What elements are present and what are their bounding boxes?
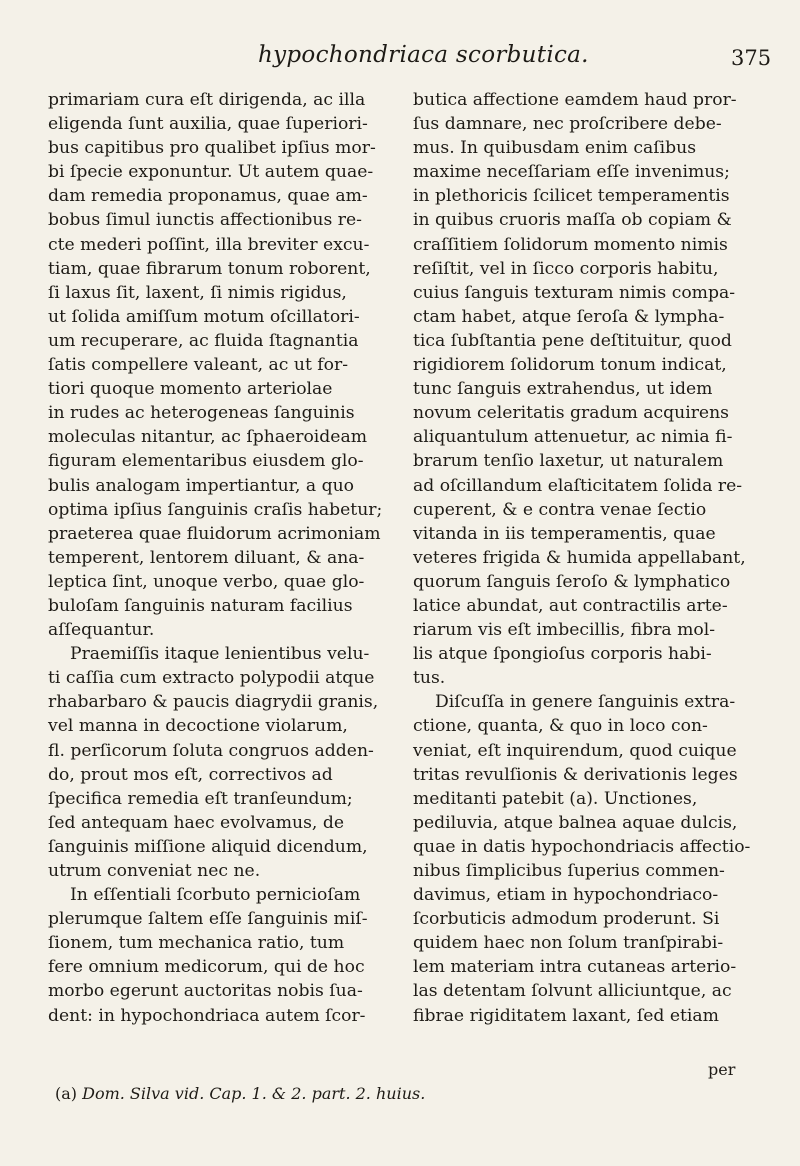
text-line: brarum tenſio laxetur, ut naturalem [413,451,724,472]
text-line: quorum ſanguis ſeroſo & lymphatico [413,571,731,592]
text-line: optima ipſius ſanguinis craſis habetur; [48,499,383,520]
text-line: moleculas nitantur, ac ſphaeroideam [48,427,368,448]
text-line: In eſſentiali ſcorbuto pernicioſam [70,885,361,906]
text-line: meditanti patebit (a). Unctiones, [413,788,698,809]
text-line: veteres frigida & humida appellabant, [413,547,746,568]
text-line: latice abundat, aut contractilis arte- [413,595,728,616]
text-line: dent: in hypochondriaca autem ſcor- [48,1005,366,1026]
text-line: las detentam ſolvunt alliciuntque, ac [413,981,732,1002]
text-line: davimus, etiam in hypochondriaco- [413,885,719,906]
text-line: morbo egerunt auctoritas nobis ſua- [48,981,363,1002]
text-line: figuram elementaribus eiusdem glo- [48,451,364,472]
text-line: lis atque ſpongioſus corporis habi- [413,644,712,665]
text-line: quidem haec non ſolum tranſpirabi- [413,933,724,954]
footnote-text: Dom. Silva vid. Cap. 1. & 2. part. 2. huius. [82,1084,426,1103]
text-line: leptica ſint, unoque verbo, quae glo- [48,571,365,592]
right-text-column [413,88,753,1028]
text-line: ad oſcillandum elaſticitatem ſolida re- [413,475,743,496]
text-line: do, prout mos eſt, correctivos ad [48,764,333,785]
text-line: butica affectione eamdem haud pror- [413,90,737,110]
text-line: lem materiam intra cutaneas arterio- [413,957,737,978]
text-line: praeterea quae fluidorum acrimoniam [48,523,381,544]
text-line: ſed antequam haec evolvamus, de [48,812,345,833]
text-line: plerumque ſaltem eſſe ſanguinis miſ- [48,909,368,930]
text-line: ſionem, tum mechanica ratio, tum [48,933,345,954]
text-line: vel manna in decoctione violarum, [48,716,348,737]
text-line: in plethoricis ſcilicet temperamentis [413,186,730,207]
page-number: 375 [731,46,772,70]
text-line: fl. perſicorum ſoluta congruos adden- [48,740,374,761]
text-line: eligenda ſunt auxilia, quae ſuperiori- [48,114,368,135]
text-line: bus capitibus pro qualibet ipſius mor- [48,138,376,159]
text-line: Diſcuſſa in genere ſanguinis extra- [435,692,736,713]
text-line: tus. [413,668,446,689]
text-line: tica ſubſtantia pene deſtituitur, quod [413,330,732,351]
text-line: tunc ſanguis extrahendus, ut idem [413,379,713,400]
text-line: bi ſpecie exponuntur. Ut autem quae- [48,162,374,183]
text-line: ctione, quanta, & quo in loco con- [413,716,708,737]
text-line: fere omnium medicorum, qui de hoc [48,957,365,978]
text-line: in quibus cruoris maſſa ob copiam & [413,210,732,231]
text-line: fibrae rigiditatem laxant, ſed etiam [413,1005,719,1026]
text-line: novum celeritatis gradum acquirens [413,403,729,424]
text-line: utrum conveniat nec ne. [48,861,261,881]
text-line: temperent, lentorem diluant, & ana- [48,547,365,568]
text-line: ſus damnare, nec proſcribere debe- [413,114,722,135]
text-line: cte mederi poſſint, illa breviter excu- [48,234,370,255]
text-line: rhabarbaro & paucis diagrydii granis, [48,692,379,713]
text-line: dam remedia proponamus, quae am- [48,186,368,207]
text-line: ſanguinis miſſione aliquid dicendum, [48,836,368,857]
catchword: per [708,1060,736,1079]
text-line: riarum vis eſt imbecillis, fibra mol- [413,620,716,641]
text-line: ctam habet, atque ſeroſa & lympha- [413,306,725,327]
text-line: maxime neceſſariam eſſe invenimus; [413,162,730,183]
text-line: tiori quoque momento arteriolae [48,379,333,400]
footnote [55,1084,425,1103]
left-text-column [48,88,383,1028]
text-line: primariam cura eſt dirigenda, ac illa [48,90,366,110]
text-line: quae in datis hypochondriacis affectio- [413,836,751,857]
text-line: ſpecifica remedia eſt tranſeundum; [48,788,353,809]
text-line: in rudes ac heterogeneas ſanguinis [48,403,355,424]
text-line: veniat, eſt inquirendum, quod cuique [413,740,737,761]
text-line: pediluvia, atque balnea aquae dulcis, [413,812,738,833]
text-line: nibus ſimplicibus ſuperius commen- [413,861,725,881]
text-line: cuperent, & e contra venae ſectio [413,499,707,520]
text-line: Praemiſſis itaque lenientibus velu- [70,644,370,665]
text-line: craſſitiem ſolidorum momento nimis [413,234,728,255]
text-line: tritas revulſionis & derivationis leges [413,764,738,785]
text-line: um recuperare, ac fluida ſtagnantia [48,330,359,351]
page-header [0,40,800,80]
text-line: mus. In quibusdam enim caſibus [413,138,697,159]
text-line: ſi laxus ſit, laxent, ſi nimis rigidus, [48,282,347,303]
text-line: buloſam ſanguinis naturam facilius [48,595,353,616]
text-line: aſſequantur. [48,620,155,641]
running-title: hypochondriaca scorbutica. [258,42,589,68]
text-line: rigidiorem ſolidorum tonum indicat, [413,355,727,376]
text-line: ut ſolida amiſſum motum oſcillatori- [48,306,360,327]
text-line: bulis analogam impertiantur, a quo [48,475,355,496]
text-line: tiam, quae fibrarum tonum roborent, [48,258,371,279]
text-line: bobus ſimul iunctis affectionibus re- [48,210,362,231]
text-line: vitanda in iis temperamentis, quae [413,523,716,544]
text-line: aliquantulum attenuetur, ac nimia fi- [413,427,733,448]
text-line: ſatis compellere valeant, ac ut for- [48,355,349,376]
text-line: ti caſſia cum extracto polypodii atque [48,668,375,689]
footnote-marker: (a) [55,1084,78,1103]
text-line: cuius ſanguis texturam nimis compa- [413,282,736,303]
text-line: reſiſtit, vel in ſicco corporis habitu, [413,258,719,279]
text-line: ſcorbuticis admodum proderunt. Si [413,909,720,930]
